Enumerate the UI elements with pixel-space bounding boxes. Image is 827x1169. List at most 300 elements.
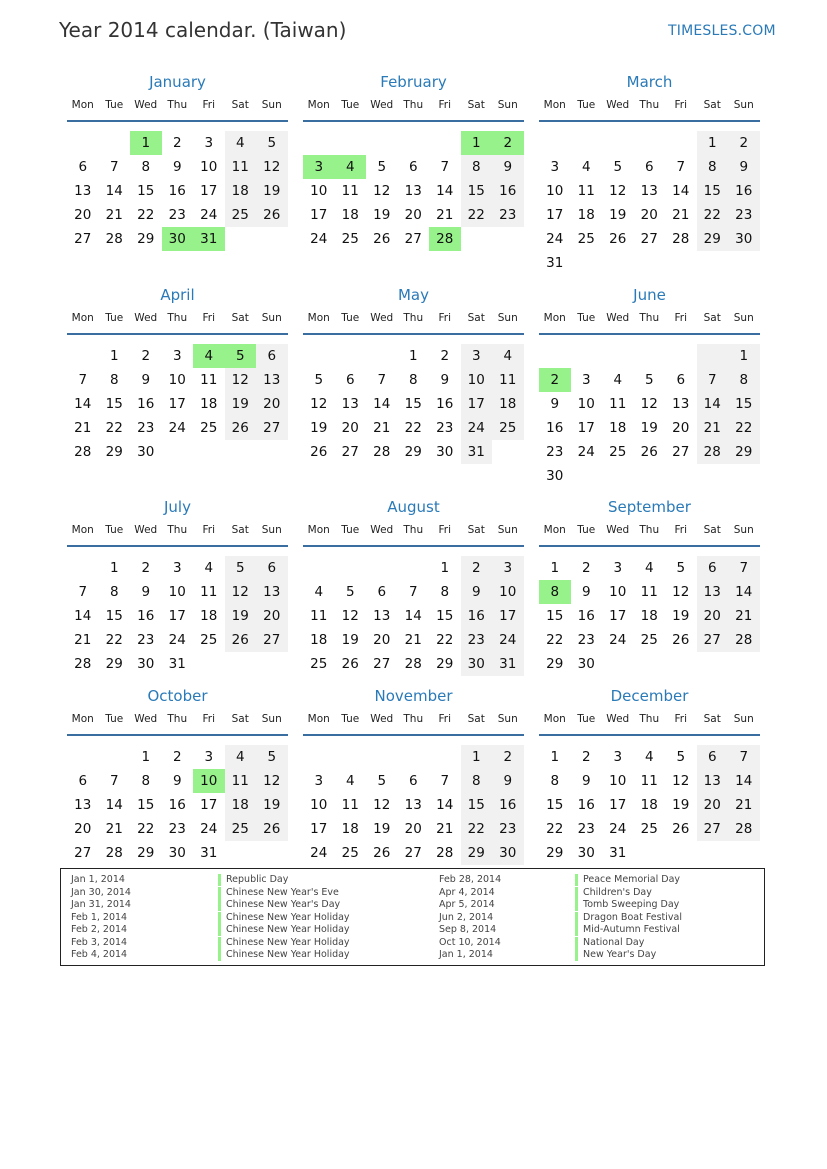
day-cell: 19 (225, 604, 257, 628)
day-cell: 23 (461, 628, 493, 652)
holiday-color-marker (218, 912, 221, 924)
day-cell: 4 (492, 344, 524, 368)
day-cell: 22 (105, 420, 123, 436)
day-cell: 17 (492, 604, 524, 628)
day-cell: 23 (577, 632, 595, 648)
holiday-date: Jan 1, 2014 (439, 949, 493, 960)
day-cell: 26 (640, 444, 658, 460)
day-cell: 5 (256, 745, 288, 769)
day-cell: 22 (137, 207, 155, 223)
day-cell: 20 (697, 793, 729, 817)
weekday-header: Wed (134, 524, 158, 536)
day-cell: 19 (373, 207, 391, 223)
day-cell: 25 (577, 231, 595, 247)
day-cell: 12 (640, 396, 658, 412)
weekday-header: Wed (134, 713, 158, 725)
weekday-header: Thu (403, 524, 424, 536)
day-cell: 11 (492, 368, 524, 392)
day-cell: 26 (310, 444, 328, 460)
day-cell: 8 (550, 773, 560, 789)
day-cell: 30 (546, 468, 564, 484)
day-cell: 16 (168, 797, 186, 813)
weekday-header: Sun (261, 99, 282, 111)
day-cell: 20 (404, 821, 422, 837)
day-cell: 20 (74, 207, 92, 223)
day-cell: 10 (310, 183, 328, 199)
page-title: Year 2014 calendar. (Taiwan) (59, 18, 347, 42)
weekday-header: Thu (639, 99, 660, 111)
weekday-header: Sat (231, 99, 249, 111)
weekday-header: Thu (403, 713, 424, 725)
day-cell: 29 (436, 656, 454, 672)
day-cell: 3 (172, 560, 182, 576)
holiday-name: Republic Day (226, 874, 289, 885)
day-cell: 8 (141, 773, 151, 789)
day-cell: 10 (492, 580, 524, 604)
day-cell: 27 (256, 416, 288, 440)
day-cell: 14 (373, 396, 391, 412)
day-cell: 18 (341, 207, 359, 223)
weekday-header: Tue (577, 524, 596, 536)
holiday-name: Children's Day (583, 886, 652, 898)
day-cell: 16 (436, 396, 454, 412)
day-cell: 9 (550, 396, 560, 412)
day-cell: 23 (168, 821, 186, 837)
weekday-header: Wed (134, 312, 158, 324)
day-cell: 8 (109, 372, 119, 388)
holiday-color-marker (218, 899, 221, 911)
day-cell: 23 (546, 444, 564, 460)
day-cell: 26 (373, 231, 391, 247)
weekday-header: Mon (307, 99, 330, 111)
holiday-date: Apr 4, 2014 (439, 886, 495, 898)
day-cell: 13 (404, 797, 422, 813)
day-cell: 12 (256, 769, 288, 793)
day-cell: 28 (697, 440, 729, 464)
day-cell: 21 (697, 416, 729, 440)
day-cell: 10 (168, 584, 186, 600)
weekday-header: Thu (167, 312, 188, 324)
weekday-header: Tue (105, 713, 124, 725)
day-cell: 5 (377, 773, 387, 789)
day-cell: 18 (200, 396, 218, 412)
holiday-day-cell: 3 (303, 155, 335, 179)
day-cell: 24 (310, 231, 328, 247)
day-cell: 3 (581, 372, 591, 388)
day-cell: 28 (373, 444, 391, 460)
day-cell: 22 (404, 420, 422, 436)
day-cell: 1 (109, 560, 119, 576)
day-cell: 23 (436, 420, 454, 436)
day-cell: 7 (728, 556, 760, 580)
weekday-header: Thu (639, 713, 660, 725)
header-divider (303, 734, 524, 736)
day-cell: 12 (310, 396, 328, 412)
day-cell: 17 (310, 207, 328, 223)
day-cell: 22 (105, 632, 123, 648)
holiday-color-marker (575, 887, 578, 899)
day-cell: 8 (141, 159, 151, 175)
day-cell: 25 (200, 632, 218, 648)
day-cell: 11 (310, 608, 328, 624)
holiday-color-marker (218, 937, 221, 949)
day-cell: 24 (609, 632, 627, 648)
day-cell: 4 (613, 372, 623, 388)
weekday-header: Wed (606, 713, 630, 725)
month-name: March (626, 73, 673, 91)
month-name: May (397, 286, 429, 304)
day-cell: 28 (74, 656, 92, 672)
day-cell: 19 (609, 207, 627, 223)
weekday-header: Sat (703, 312, 721, 324)
day-cell: 21 (436, 821, 454, 837)
weekday-header: Sun (497, 524, 518, 536)
weekday-header: Wed (370, 713, 394, 725)
day-cell: 11 (640, 773, 658, 789)
day-cell: 15 (137, 183, 155, 199)
day-cell: 16 (492, 793, 524, 817)
day-cell: 2 (440, 348, 450, 364)
day-cell: 24 (577, 444, 595, 460)
day-cell: 23 (492, 203, 524, 227)
day-cell: 1 (408, 348, 418, 364)
day-cell: 8 (440, 584, 450, 600)
weekday-header: Tue (577, 99, 596, 111)
holiday-date: Feb 4, 2014 (71, 949, 128, 960)
day-cell: 7 (78, 584, 88, 600)
day-cell: 20 (697, 604, 729, 628)
day-cell: 21 (373, 420, 391, 436)
day-cell: 11 (640, 584, 658, 600)
day-cell: 5 (644, 372, 654, 388)
day-cell: 19 (310, 420, 328, 436)
weekday-header: Sat (467, 99, 485, 111)
day-cell: 16 (577, 797, 595, 813)
day-cell: 19 (672, 797, 690, 813)
weekday-header: Sat (231, 524, 249, 536)
day-cell: 13 (74, 183, 92, 199)
day-cell: 5 (377, 159, 387, 175)
weekday-header: Fri (438, 524, 451, 536)
day-cell: 24 (609, 821, 627, 837)
day-cell: 13 (341, 396, 359, 412)
holiday-name: Peace Memorial Day (583, 874, 681, 885)
month-name: January (149, 73, 206, 91)
day-cell: 13 (256, 580, 288, 604)
holiday-date: Jan 1, 2014 (71, 874, 125, 885)
day-cell: 28 (105, 231, 123, 247)
month-name: December (610, 687, 689, 705)
day-cell: 2 (172, 135, 182, 151)
day-cell: 20 (373, 632, 391, 648)
day-cell: 7 (676, 159, 686, 175)
day-cell: 23 (728, 203, 760, 227)
day-cell: 21 (105, 207, 123, 223)
day-cell: 6 (256, 556, 288, 580)
day-cell: 2 (141, 348, 151, 364)
weekday-header: Sun (261, 312, 282, 324)
weekday-header: Mon (307, 524, 330, 536)
day-cell: 31 (200, 845, 218, 861)
day-cell: 26 (256, 817, 288, 841)
day-cell: 25 (640, 632, 658, 648)
day-cell: 15 (546, 797, 564, 813)
day-cell: 8 (461, 155, 493, 179)
day-cell: 22 (697, 203, 729, 227)
day-cell: 21 (436, 207, 454, 223)
day-cell: 28 (436, 845, 454, 861)
day-cell: 13 (672, 396, 690, 412)
day-cell: 4 (581, 159, 591, 175)
day-cell: 4 (644, 749, 654, 765)
weekday-header: Fri (202, 312, 215, 324)
day-cell: 26 (672, 632, 690, 648)
day-cell: 14 (404, 608, 422, 624)
day-cell: 3 (613, 749, 623, 765)
weekday-header: Wed (370, 312, 394, 324)
day-cell: 21 (74, 632, 92, 648)
day-cell: 1 (728, 344, 760, 368)
day-cell: 12 (225, 580, 257, 604)
day-cell: 11 (200, 584, 218, 600)
day-cell: 11 (225, 155, 257, 179)
day-cell: 26 (225, 416, 257, 440)
day-cell: 23 (168, 207, 186, 223)
day-cell: 13 (256, 368, 288, 392)
day-cell: 27 (697, 628, 729, 652)
day-cell: 21 (404, 632, 422, 648)
day-cell: 18 (577, 207, 595, 223)
day-cell: 29 (404, 444, 422, 460)
day-cell: 12 (373, 183, 391, 199)
day-cell: 6 (377, 584, 387, 600)
holiday-date: Feb 28, 2014 (439, 874, 502, 885)
day-cell: 21 (105, 821, 123, 837)
day-cell: 1 (550, 560, 560, 576)
day-cell: 5 (314, 372, 324, 388)
day-cell: 9 (141, 584, 151, 600)
day-cell: 17 (546, 207, 564, 223)
day-cell: 11 (341, 183, 359, 199)
day-cell: 16 (137, 396, 155, 412)
day-cell: 30 (728, 227, 760, 251)
day-cell: 29 (697, 227, 729, 251)
day-cell: 2 (461, 556, 493, 580)
weekday-header: Fri (438, 99, 451, 111)
day-cell: 3 (613, 560, 623, 576)
day-cell: 27 (373, 656, 391, 672)
day-cell: 22 (546, 632, 564, 648)
day-cell: 3 (204, 749, 214, 765)
day-cell: 21 (728, 604, 760, 628)
day-cell: 13 (697, 580, 729, 604)
site-brand-link[interactable]: TIMESLES.COM (668, 23, 776, 39)
weekday-header: Sun (733, 524, 754, 536)
holiday-day-cell: 31 (193, 227, 225, 251)
day-cell: 5 (345, 584, 355, 600)
weekday-header: Sun (261, 524, 282, 536)
day-cell: 25 (640, 821, 658, 837)
day-cell: 27 (256, 628, 288, 652)
day-cell: 20 (256, 392, 288, 416)
day-cell: 17 (200, 797, 218, 813)
day-cell: 19 (341, 632, 359, 648)
weekday-header: Thu (167, 713, 188, 725)
day-cell: 1 (141, 749, 151, 765)
day-cell: 17 (577, 420, 595, 436)
holiday-day-cell: 5 (225, 344, 257, 368)
header-divider (67, 333, 288, 335)
weekday-header: Thu (167, 524, 188, 536)
day-cell: 2 (581, 560, 591, 576)
weekday-header: Sat (231, 312, 249, 324)
day-cell: 19 (256, 793, 288, 817)
holiday-date: Jan 30, 2014 (71, 886, 131, 898)
header-divider (303, 333, 524, 335)
day-cell: 6 (256, 344, 288, 368)
day-cell: 31 (609, 845, 627, 861)
day-cell: 1 (461, 745, 493, 769)
day-cell: 22 (461, 817, 493, 841)
header-divider (67, 545, 288, 547)
day-cell: 6 (408, 159, 418, 175)
day-cell: 1 (440, 560, 450, 576)
day-cell: 12 (672, 773, 690, 789)
day-cell: 11 (609, 396, 627, 412)
day-cell: 25 (341, 231, 359, 247)
day-cell: 18 (200, 608, 218, 624)
weekday-header: Fri (438, 713, 451, 725)
day-cell: 5 (613, 159, 623, 175)
holiday-day-cell: 10 (193, 769, 225, 793)
day-cell: 27 (404, 845, 422, 861)
day-cell: 2 (172, 749, 182, 765)
weekday-header: Sun (733, 99, 754, 111)
day-cell: 4 (314, 584, 324, 600)
day-cell: 22 (137, 821, 155, 837)
weekday-header: Fri (674, 524, 687, 536)
day-cell: 20 (341, 420, 359, 436)
day-cell: 9 (581, 773, 591, 789)
weekday-header: Sat (467, 524, 485, 536)
day-cell: 6 (78, 159, 88, 175)
holiday-color-marker (218, 887, 221, 899)
day-cell: 5 (256, 131, 288, 155)
day-cell: 29 (546, 845, 564, 861)
month-name: August (387, 498, 440, 516)
day-cell: 6 (408, 773, 418, 789)
day-cell: 24 (310, 845, 328, 861)
header-divider (539, 120, 760, 122)
day-cell: 14 (728, 580, 760, 604)
holiday-name: Chinese New Year Holiday (226, 949, 350, 960)
holiday-date: Feb 3, 2014 (71, 936, 128, 948)
day-cell: 16 (168, 183, 186, 199)
day-cell: 13 (640, 183, 658, 199)
weekday-header: Wed (134, 99, 158, 111)
holiday-date: Feb 2, 2014 (71, 924, 128, 935)
day-cell: 2 (581, 749, 591, 765)
day-cell: 9 (172, 773, 182, 789)
day-cell: 22 (461, 203, 493, 227)
day-cell: 7 (109, 773, 119, 789)
weekday-header: Tue (577, 713, 596, 725)
holiday-name: Chinese New Year's Eve (226, 886, 339, 898)
day-cell: 10 (609, 584, 627, 600)
day-cell: 14 (697, 392, 729, 416)
weekday-header: Fri (674, 713, 687, 725)
holiday-name: Chinese New Year Holiday (226, 911, 350, 923)
day-cell: 18 (640, 608, 658, 624)
day-cell: 28 (74, 444, 92, 460)
day-cell: 8 (461, 769, 493, 793)
day-cell: 18 (310, 632, 328, 648)
day-cell: 7 (728, 745, 760, 769)
month-name: July (164, 498, 191, 516)
day-cell: 29 (546, 656, 564, 672)
day-cell: 30 (436, 444, 454, 460)
day-cell: 13 (373, 608, 391, 624)
day-cell: 16 (492, 179, 524, 203)
day-cell: 27 (697, 817, 729, 841)
weekday-header: Tue (341, 524, 360, 536)
holiday-name: Tomb Sweeping Day (583, 899, 680, 910)
day-cell: 14 (105, 797, 123, 813)
day-cell: 3 (172, 348, 182, 364)
day-cell: 18 (492, 392, 524, 416)
weekday-header: Thu (167, 99, 188, 111)
day-cell: 17 (609, 608, 627, 624)
day-cell: 9 (492, 155, 524, 179)
day-cell: 9 (440, 372, 450, 388)
day-cell: 7 (440, 773, 450, 789)
day-cell: 11 (225, 769, 257, 793)
holiday-legend (60, 868, 765, 966)
day-cell: 27 (341, 444, 359, 460)
holiday-day-cell: 2 (492, 131, 524, 155)
holiday-day-cell: 28 (429, 227, 461, 251)
day-cell: 17 (200, 183, 218, 199)
day-cell: 31 (461, 440, 493, 464)
weekday-header: Sun (497, 312, 518, 324)
day-cell: 24 (492, 628, 524, 652)
day-cell: 22 (728, 416, 760, 440)
day-cell: 24 (168, 420, 186, 436)
day-cell: 12 (256, 155, 288, 179)
holiday-name: Chinese New Year Holiday (226, 924, 350, 935)
weekday-header: Tue (341, 713, 360, 725)
weekday-header: Fri (202, 524, 215, 536)
day-cell: 4 (225, 131, 257, 155)
weekday-header: Tue (105, 99, 124, 111)
day-cell: 24 (200, 207, 218, 223)
day-cell: 27 (404, 231, 422, 247)
day-cell: 9 (141, 372, 151, 388)
holiday-date: Apr 5, 2014 (439, 899, 495, 910)
month-name: June (633, 286, 666, 304)
holiday-color-marker (575, 937, 578, 949)
day-cell: 13 (74, 797, 92, 813)
day-cell: 5 (676, 749, 686, 765)
header-divider (539, 734, 760, 736)
day-cell: 9 (581, 584, 591, 600)
weekday-header: Tue (577, 312, 596, 324)
day-cell: 30 (461, 652, 493, 676)
day-cell: 17 (461, 392, 493, 416)
day-cell: 4 (345, 773, 355, 789)
month-name: September (608, 498, 691, 516)
day-cell: 14 (74, 608, 92, 624)
